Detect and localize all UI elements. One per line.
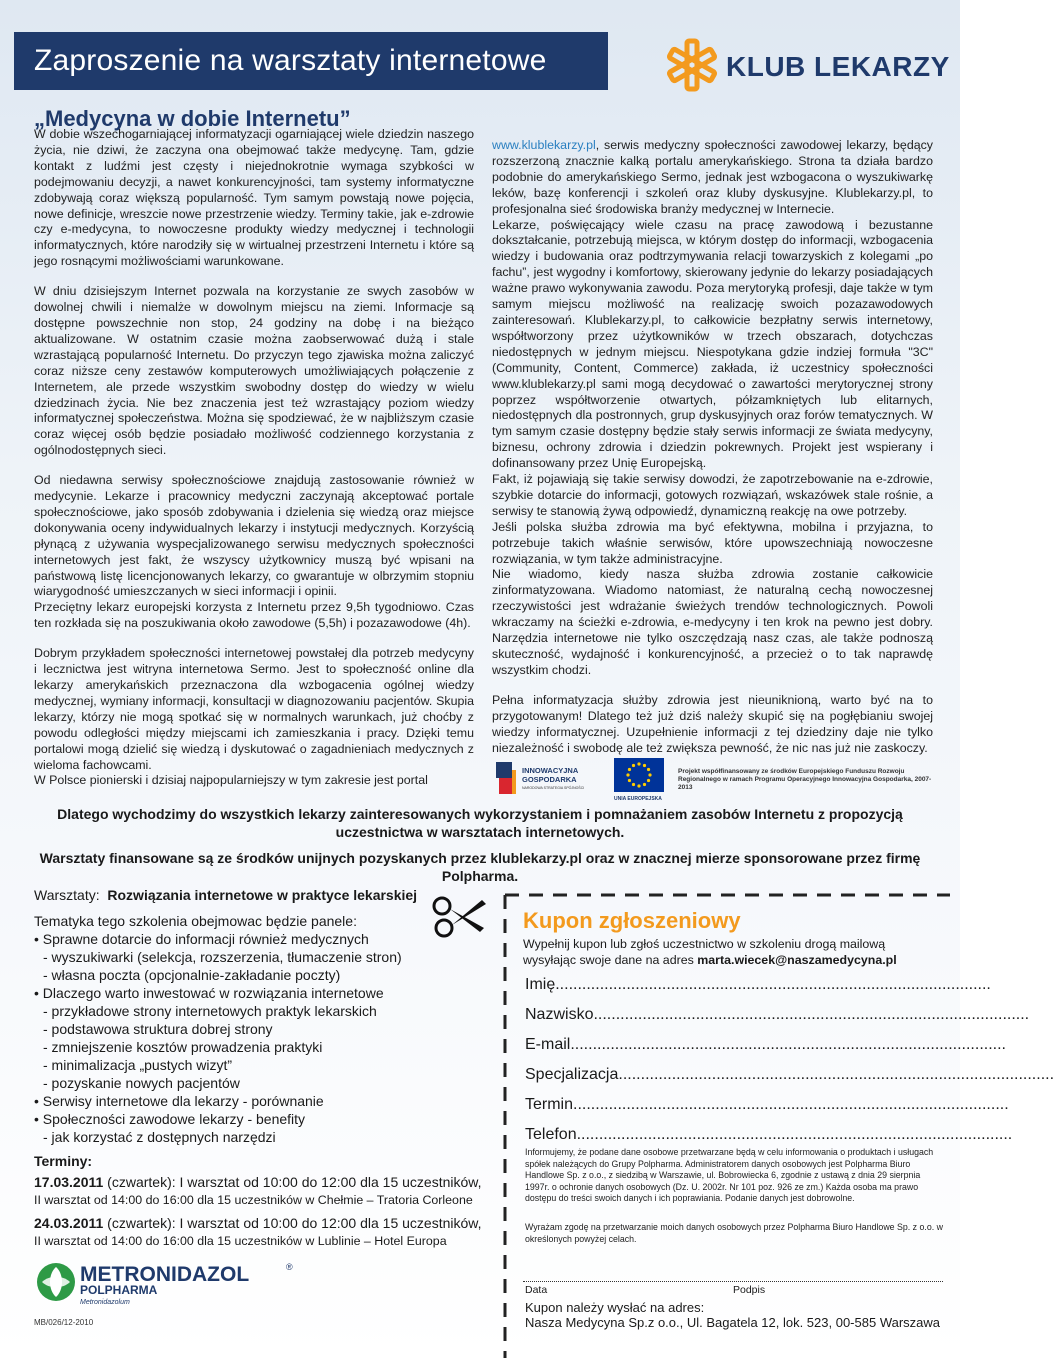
eu-star (643, 783, 646, 786)
field-dots[interactable]: .................................................................................................. (593, 1006, 1030, 1023)
coupon-email[interactable]: marta.wiecek@naszamedycyna.pl (697, 953, 897, 967)
workshop-label: Warsztaty: (34, 887, 100, 903)
topics-intro: Tematyka tego szkolenia obejmowac będzie panele: (34, 913, 357, 929)
eu-star (637, 762, 640, 765)
polpharma-emblem (37, 1263, 75, 1301)
date-label: Data (525, 1284, 548, 1296)
eu-star (643, 764, 646, 767)
announcement-1: Dlatego wychodzimy do wszystkich lekarzy zainteresowanych wykorzystaniem i pomnażaniem zasobów Internetu z propozycją uczestnictwa w warsztatach internetowych. (57, 806, 903, 840)
paragraph: Nie wiadomo, kiedy nasza służba zdrowia zostanie całkowicie zinformatyzowana. Wiadomo natomiast, że naturalną cechą nowoczesnej rzeczywistości jest wdrażanie świeżych trendów technologicznych. Powoli wkraczamy na ścieżki e-zdrowia, e-medycyny i ten krok na pewno jest dobry. Narzędzia internetowe nie tylko oszczędzają nasz czas, ale także podnoszą skuteczność, wydajność i konkurencyjność, a przecież o to tak naprawdę wszystkim chodzi. (492, 567, 933, 677)
coupon-field-nazwisko[interactable] (525, 1006, 1030, 1024)
field-dots[interactable]: .................................................................................................. (555, 976, 991, 993)
coupon-field-specjalizacja[interactable] (525, 1066, 1054, 1084)
field-dots[interactable]: .................................................................................................. (570, 1036, 1006, 1053)
topic-item: - podstawowa struktura dobrej strony (43, 1021, 273, 1037)
coupon-field-imi[interactable] (525, 976, 991, 994)
address: Nasza Medycyna Sp.z o.o., Ul. Bagatela 12, lok. 523, 00-585 Warszawa (525, 1315, 941, 1330)
logo-text: KLUB LEKARZY (726, 51, 950, 82)
scissors-icon (434, 898, 486, 936)
consent-note: Wyrażam zgodę na przetwarzanie moich danych osobowych przez Polpharma Biuro Handlowe Sp. z o.o. w określonych powyżej celach. (525, 1222, 943, 1244)
term-line2: II warsztat od 14:00 do 16:00 dla 15 uczestników w Lublinie – Hotel Europa (34, 1234, 447, 1248)
innowacyjna-gospodarka-logo (496, 762, 584, 794)
registered-mark: ® (286, 1262, 293, 1272)
left-column (34, 127, 474, 789)
term-line1: (czwartek): I warsztat od 10:00 do 12:00 dla 15 uczestników, (103, 1174, 482, 1190)
coupon-title: Kupon zgłoszeniowy (523, 908, 741, 933)
brand-name: METRONIDAZOL (80, 1263, 250, 1286)
field-dots[interactable]: .................................................................................................. (573, 1096, 1009, 1113)
topic-item: - pozyskanie nowych pacjentów (43, 1075, 240, 1091)
coupon-intro-text: Wypełnij kupon lub zgłoś uczestnictwo w szkoleniu drogą mailową wysyłając swoje dane na adres (523, 937, 886, 967)
field-label: Termin (525, 1096, 574, 1113)
topic-item: • Społeczności zawodowe lekarzy - benefity (34, 1111, 306, 1127)
term-line2: II warsztat od 14:00 do 16:00 dla 15 uczestników w Chełmie – Tratoria Corleone (34, 1193, 473, 1207)
paragraph: Pełna informatyzacja służby zdrowia jest nieuniknioną, warto być na to przygotowanym! Dlatego też już dziś należy skupić się na pogłębianiu swojej wiedzy informatycznej. Uzupełnienie informacji z tej dziedziny daje nie tylko niezależność i swobodę ale też zwiększa pewność, że nic nas już nie zaskoczy. (492, 692, 933, 755)
eu-star (626, 773, 629, 776)
paragraph: Jeśli polska służba zdrowia ma być efektywna, mobilna i przyjazna, to potrzebuje takich właśnie serwisów, które upowszechniają nowoczesne rozwiązania, w tym także administracyjne. (492, 519, 933, 566)
document-code: MB/026/12-2010 (34, 1318, 94, 1327)
eu-star (647, 768, 650, 771)
eu-star (632, 764, 635, 767)
eu-funding-note: Projekt współfinansowany ze środków Europejskiego Funduszu Rozwoju Regionalnego w ramach Programu Operacyjnego Innowacyjna Gospodarka, 2007-2013 (678, 768, 932, 791)
coupon-field-telefon[interactable] (525, 1126, 1013, 1144)
paragraph (492, 138, 933, 218)
paragraph: W dniu dzisiejszym Internet pozwala na korzystanie ze swych zasobów w dowolnej chwili i niemalże w dowolnym miejscu na ziemi. Informacje są dostępne powszechnie non stop, 24 godziny na dobę i na bieżąco aktualizowane. W ostatnim czasie można zaobserwować dużą i stale wzrastającą popularność Internetu. Do przyczyn tego zjawiska można zaliczyć coraz niższe ceny zestawów komputerowych umożliwiających połączenie z Internetem, ale przede wszystkim swobodny dostęp do wiedzy w wielu dziedzinach życia. Nie bez znaczenia jest też wzrastający poziom wiedzy informatycznej społeczeństwa. Można się spodziewać, że w najbliższym czasie coraz więcej osób będzie posiadało możliwość codziennego korzystania z ogólnodostępnych sieci. (34, 284, 474, 458)
field-label: E-mail (525, 1036, 571, 1053)
topic-item: - przykładowe strony internetowych praktyk lekarskich (43, 1003, 377, 1019)
ig-line1: INNOWACYJNA (522, 766, 579, 775)
topic-item: - własna poczta (opcjonalnie-zakładanie poczty) (43, 967, 341, 983)
workshop-name: Rozwiązania internetowe w praktyce lekarskiej (107, 887, 418, 903)
field-label: Telefon (525, 1126, 577, 1143)
announcement-2: Warsztaty finansowane są ze środków unijnych pozyskanych przez klublekarzy.pl oraz w znacznej mierze sponsorowane przez firmę Polpharma. (39, 850, 921, 884)
coupon-field-email[interactable] (525, 1036, 1006, 1054)
topic-item: • Sprawne dotarcie do informacji również medycznych (34, 931, 369, 947)
topic-item: - jak korzystać z dostępnych narzędzi (43, 1129, 276, 1145)
term-line1: (czwartek): I warsztat od 10:00 do 12:00 dla 15 uczestników, (103, 1215, 482, 1231)
product-sub: Metronidazolum (80, 1299, 130, 1306)
field-dots[interactable]: .................................................................................................. (576, 1126, 1013, 1143)
workshop-title (34, 887, 417, 903)
signature-line[interactable] (523, 1281, 943, 1282)
ig-line3: NARODOWA STRATEGIA SPÓJNOŚCI (522, 786, 585, 790)
eu-star (628, 779, 631, 782)
topic-item: - minimalizacja „pustych wizyt” (43, 1057, 233, 1073)
eu-star (632, 783, 635, 786)
paragraph-text: , serwis medyczny społeczności zawodowej lekarzy, będący rozszerzoną znacznie kalką portalu amerykańskiego. Strona ta działa bardzo podobnie do amerykańskiego Sermo, jednak jest wzbogacona o wyszukiwarkę leków, bazę konferencji i szkoleń oraz kluby dyskusyjne. Klublekarzy.pl, to profesjonalna sieć środowiska branży medycznej w Internecie. (492, 138, 933, 216)
signature-label: Podpis (733, 1284, 766, 1296)
topic-item: • Serwisy internetowe dla lekarzy - porównanie (34, 1093, 324, 1109)
right-column (492, 138, 933, 756)
article-subtitle: „Medycyna w dobie Internetu” (34, 106, 351, 131)
terms-heading: Terminy: (34, 1153, 93, 1169)
paragraph: W dobie wszechogarniającej informatyzacji ogarniającej wiele dziedzin naszego życia, nie dziwi, że zaczyna ona obejmować także medycynę. Tam, gdzie kontakt z ludźmi jest częsty i niejednokrotnie wymaga szybkości w podejmowaniu decyzji, a nawet konkurencyjności, tam systemy informatyczne zdobywają coraz większą popularność. Tym samym powstają nowe pojęcia, nowe definicje, wreszcie nowe przestrzenie wiedzy. Terminy takie, jak e-zdrowie czy e-medycyna, to nowoczesne produkty wiedzy medycznej i technologii informatycznych, które narodziły się w wirtualnej przestrzeni Internetu i które są jego rosnącymi możliwościami warunkowane. (34, 127, 474, 269)
company-name: POLPHARMA (80, 1283, 158, 1297)
topic-item: - zmniejszenie kosztów prowadzenia praktyki (43, 1039, 323, 1055)
term-date: 17.03.2011 (34, 1174, 104, 1190)
send-address (525, 1300, 940, 1330)
field-label: Imię (525, 976, 556, 993)
field-label: Nazwisko (525, 1006, 594, 1023)
eu-star (628, 768, 631, 771)
field-label: Specjalizacja (525, 1066, 619, 1083)
paragraph: Lekarze, poświęcający wiele czasu na pracę zawodową i bezustanne dokształcanie, potrzebują miejsca, w którym dostęp do informacji, wzbogacenia wiedzy i budowania oraz podtrzymywania relacji towarzyskich z kolegami „po fachu”, jest wygodny i komfortowy, skierowany jedynie do lekarzy posiadających ważne prawo wykonywania zawodu. Poza merytoryką profesji, daje także w tym samym miejscu możliwość na realizację swoich pozazawodowych zainteresowań. Klublekarzy.pl, to całkowicie bezpłatny serwis internetowy, współtworzony przez użytkowników w trzech obszarach, dotychczas niedostępnych w jednym miejscu. Niespotykana gdzie indziej formuła "3C" (Community, Content, Commerce) zakłada, iż uczestnicy społeczności www.klublekarzy.pl sami mogą decydować o zawartości merytorycznej strony poprzez współtworzenie otwartych, półzamkniętych lub elitarnych, niedostępnych dla postronnych, grup dyskusyjnych oraz forów tematycznych. W tym samym czasie dostępny będzie stały serwis informacji ze świata medycyny, biznesu, ochrony zdrowia i dziedzin pokrewnych. Projekt jest wspierany i dofinansowany przez Unię Europejską. (492, 217, 933, 471)
eu-caption: UNIA EUROPEJSKA (614, 796, 662, 802)
klublekarzy-link[interactable]: www.klublekarzy.pl (492, 138, 596, 152)
metronidazol-logo (34, 1258, 304, 1308)
coupon-field-termin[interactable] (525, 1096, 1009, 1114)
eu-flag-logo (614, 758, 664, 802)
term-date: 24.03.2011 (34, 1215, 104, 1231)
page-title: Zaproszenie na warsztaty internetowe (34, 44, 547, 77)
eu-star (647, 779, 650, 782)
eu-star (648, 773, 651, 776)
paragraph: Fakt, iż pojawiają się takie serwisy dowodzi, że zapotrzebowanie na e-zdrowie, szybkie dotarcie do informacji, gotowych rozwiązań, wskazówek stale rośnie, a serwisy te stanowią żywą odpowiedź, dynamiczną reakcję na owe potrzeby. (492, 472, 933, 518)
ig-line2: GOSPODARKA (522, 775, 577, 784)
paragraph: W Polsce pionierski i dzisiaj najpopularniejszy w tym zakresie jest portal (34, 773, 428, 788)
field-dots[interactable]: .................................................................................................. (618, 1066, 1054, 1083)
coupon-intro (523, 936, 923, 968)
paragraph: Dobrym przykładem społeczności internetowej powstałej dla potrzeb medycyny i lecznictwa jest witryna internetowa Sermo. Jest to społeczność online dla lekarzy amerykańskich przeznaczona dla wzbogacenia ogólnej wiedzy medycznej, wymiany informacji, konsultacji w diagnozowaniu pacjentów. Skupia lekarzy, którzy nie mogą spotkać się w normalnych warunkach, już choćby z powodu odległości między miejscami ich zamieszkania i pracy. Dzięki temu portalowi mogą dzielić się wiedzą i dyskutować o zagadnieniach medycznych z wieloma fachowcami. (34, 646, 474, 772)
paragraph: Przeciętny lekarz europejski korzysta z Internetu przez 9,5h tygodniowo. Czas ten rozkłada się na poszukiwania około zawodowe (5,5h) i pozazawodowe (4h). (34, 600, 474, 631)
star-of-life-icon (669, 41, 716, 89)
eu-star (637, 784, 640, 787)
privacy-note: Informujemy, że podane dane osobowe przetwarzane będą w celu informowania o produktach i usługach spółek należących do Grupy Polpharma. Administratorem danych osobowych jest Polpharma Biuro Handlowe Sp. z o.o., z siedzibą w Warszawie, ul. Bobrowiecka 6, zgodnie z ustawą z dnia 29 sierpnia 1997r. o ochronie danych osobowych (Dz. U. 2002r. Nr 101 poz. 926 ze zm.) Każda osoba ma prawo dostępu do treści swoich danych i ich poprawiania. Podanie danych jest dobrowolne. (525, 1147, 934, 1203)
send-label: Kupon należy wysłać na adres: (525, 1300, 705, 1315)
paragraph: Od niedawna serwisy społecznościowe znajdują zastosowanie również w medycynie. Lekarze i pracownicy medyczni zaczynają akceptować portale społecznościowe, jako sposób zdobywania i dzielenia się wiedzą oraz miejsce dokonywania oceny indywidualnych lekarzy i instytucji medycznych. Korzyścią płynącą z używania wyspecjalizowanego serwisu medycznych społeczności internetowych jest fakt, że wszyscy użytkownicy muszą być wpisani na państwową listę licencjonowanych lekarzy, co gwarantuje w olbrzymim stopniu wiarygodność umieszczanych w sieci informacji i opinii. (34, 473, 474, 599)
topic-item: - wyszukiwarki (selekcja, rozszerzenia, tłumaczenie stron) (43, 949, 402, 965)
topic-item: • Dlaczego warto inwestować w rozwiązania internetowe (34, 985, 384, 1001)
